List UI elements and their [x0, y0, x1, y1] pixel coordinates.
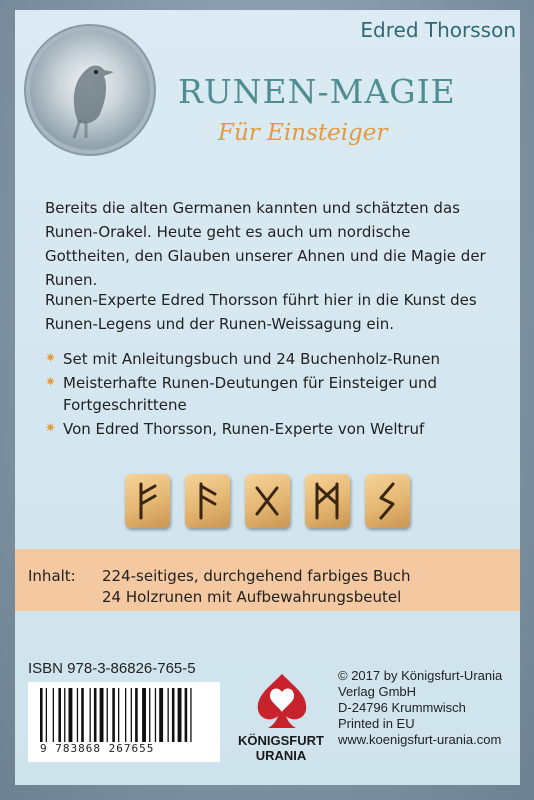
bullet-star-icon: ✷	[45, 421, 56, 436]
book-subtitle: Für Einsteiger	[218, 120, 388, 146]
rune-mannaz-icon	[305, 474, 350, 528]
description-paragraph-1: Bereits die alten Germanen kannten und schätzten das Runen-Orakel. Heute geht es auch um nordische Gottheiten, den Glauben unserer Ahnen und die Magie der Runen.	[45, 199, 486, 289]
rune-gebo-icon	[245, 474, 290, 528]
raven-icon	[30, 30, 150, 150]
imprint-line: Verlag GmbH	[338, 684, 417, 699]
feature-item: ✷ Set mit Anleitungsbuch und 24 Buchenholz-Runen	[45, 350, 441, 368]
feature-item: ✷ Meisterhafte Runen-Deutungen für Einsteiger und Fortgeschrittene	[45, 374, 438, 414]
imprint-line: © 2017 by Königsfurt-Urania	[338, 668, 503, 683]
bullet-star-icon: ✷	[45, 351, 56, 366]
bullet-star-icon: ✷	[45, 375, 56, 390]
rune-ansuz-icon	[185, 474, 230, 528]
contents-line: 224-seitiges, durchgehend farbiges Buch	[102, 567, 411, 585]
imprint-line: www.koenigsfurt-urania.com	[338, 732, 502, 747]
rune-sowilo-icon	[365, 474, 410, 528]
isbn-text: ISBN 978-3-86826-765-5	[28, 660, 196, 677]
author-name: Edred Thorsson	[360, 18, 516, 42]
contents-label: Inhalt:	[28, 567, 76, 585]
rune-stones-image	[125, 474, 410, 530]
feature-item: ✷ Von Edred Thorsson, Runen-Experte von Weltruf	[45, 420, 425, 438]
contents-line: 24 Holzrunen mit Aufbewahrungsbeutel	[102, 588, 402, 606]
feature-list	[45, 348, 490, 442]
raven-medallion-image	[30, 30, 150, 150]
imprint-line: D-24796 Krummwisch	[338, 700, 466, 715]
barcode-digits: 9 783868 267655	[40, 742, 155, 755]
description-paragraph-2: Runen-Experte Edred Thorsson führt hier in die Kunst des Runen-Legens und der Runen-Weissagung ein.	[45, 291, 477, 333]
rune-fehu-icon	[125, 474, 170, 528]
imprint-line: Printed in EU	[338, 716, 415, 731]
book-title: RUNEN-MAGIE	[178, 72, 456, 111]
spade-heart-logo-icon	[232, 668, 332, 732]
publisher-name: KÖNIGSFURT URANIA	[238, 733, 324, 763]
imprint-block	[338, 668, 502, 748]
